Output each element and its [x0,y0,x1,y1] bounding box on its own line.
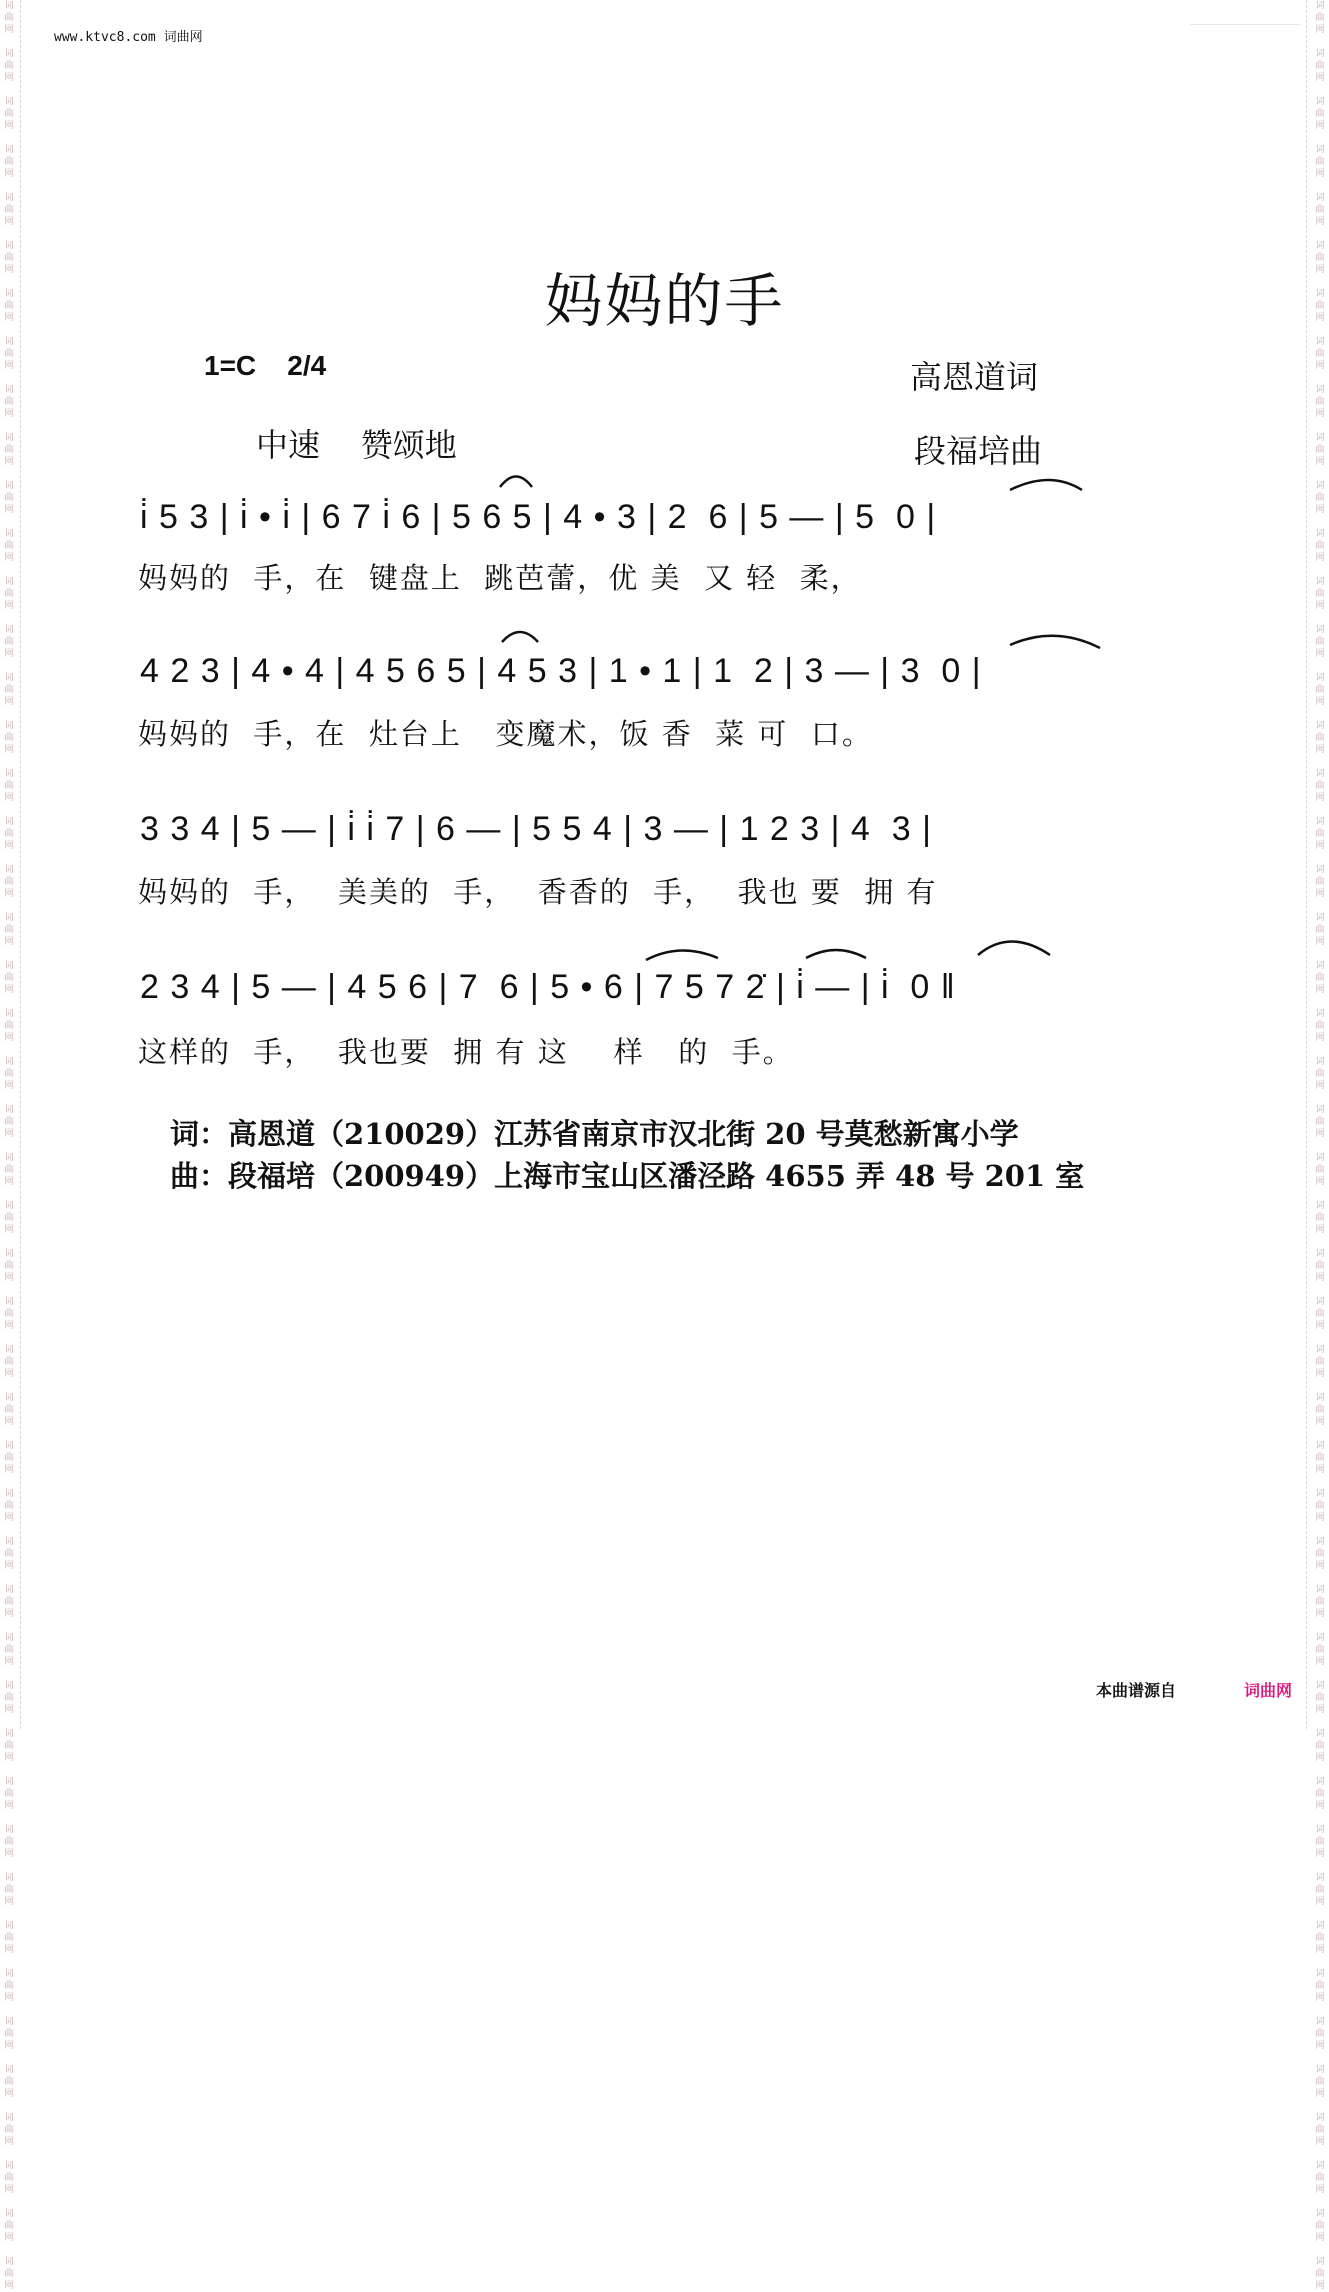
lyrics-line-1: 妈妈的 手，在 键盘上 跳芭蕾，优 美 又 轻 柔， [138,561,862,595]
notation-line-3: 3 3 4 | 5 — | i̇ i̇ 7 | 6 — | 5 5 4 | 3 — | 1 2 3 | 4 3 | [140,810,932,848]
footer-brand-link[interactable]: 词曲网 [1244,1681,1293,1700]
tempo-marking: 中速 [256,426,321,464]
notation-line-4: 2 3 4 | 5 — | 4 5 6 | 7 6 | 5 • 6 | 7 5 7 2̇ | i̇ — | i̇ 0 ‖ [140,968,956,1006]
site-name[interactable]: 词曲网 [163,30,203,45]
lyricist-credit: 高恩道词 [910,358,1039,396]
side-watermark-right: 词 曲 网 词 曲 网 词 曲 网 词 曲 网 词 曲 网 词 曲 网 词 曲 网 词 曲 网 词 曲 网 词 曲 网 词 曲 网 词 曲 网 词 曲 网 词 曲 网 词 曲 网 词 曲 网 词 曲 网 词 曲 网 词 曲 网 词 曲 网 词 曲 网 词 曲 网 词 曲 网 词 曲 网 词 曲 网 词 曲 网 词 曲 网 词 曲 网 词 曲 网 词 曲 网 词 曲 网 词 曲 网 词 曲 网 词 曲 网 词 曲 网 词 曲 网 词 曲 网 词 曲 网 词 曲 网 词 曲 网 词 曲 网 词 曲 网 词 曲 网 词 曲 网 词 曲 网 词 曲 网 词 曲 网 词 曲 网 [1315,1,1325,2291]
composer-address: 曲：段福培（200949）上海市宝山区潘泾路 4655 弄 48 号 201 室 [170,1159,1085,1193]
lyrics-line-3: 妈妈的 手， 美美的 手， 香香的 手， 我也 要 拥 有 [138,875,938,909]
site-url[interactable]: www.ktvc8.com [54,30,156,45]
lyrics-line-2: 妈妈的 手，在 灶台上 变魔术，饭 香 菜 可 口。 [138,717,873,751]
key-signature: 1=C [204,350,257,381]
composer-credit: 段福培曲 [914,432,1043,470]
expression-marking: 赞颂地 [360,426,457,464]
slur-arc [806,950,866,958]
slur-arc [1010,480,1082,490]
lyricist-address: 词：高恩道（210029）江苏省南京市汉北街 20 号莫愁新寓小学 [170,1117,1019,1151]
footer-source-label: 本曲谱源自 [1096,1681,1177,1700]
slur-arc [646,950,718,960]
slur-arc [500,477,532,488]
slur-arc [502,632,538,642]
side-watermark-left: 词 曲 网 词 曲 网 词 曲 网 词 曲 网 词 曲 网 词 曲 网 词 曲 网 词 曲 网 词 曲 网 词 曲 网 词 曲 网 词 曲 网 词 曲 网 词 曲 网 词 曲 网 词 曲 网 词 曲 网 词 曲 网 词 曲 网 词 曲 网 词 曲 网 词 曲 网 词 曲 网 词 曲 网 词 曲 网 词 曲 网 词 曲 网 词 曲 网 词 曲 网 词 曲 网 词 曲 网 词 曲 网 词 曲 网 词 曲 网 词 曲 网 词 曲 网 词 曲 网 词 曲 网 词 曲 网 词 曲 网 词 曲 网 词 曲 网 词 曲 网 词 曲 网 词 曲 网 词 曲 网 词 曲 网 词 曲 网 [4,1,14,2291]
notation-line-1: i̇ 5 3 | i̇ • i̇ | 6 7 i̇ 6 | 5 6 5 | 4 • 3 | 2 6 | 5 — | 5 0 | [140,498,937,536]
time-signature: 2/4 [287,350,327,381]
slur-arc [978,942,1050,956]
song-title: 妈妈的手 [544,267,785,335]
notation-line-2: 4 2 3 | 4 • 4 | 4 5 6 5 | 4 5 3 | 1 • 1 | 1 2 | 3 — | 3 0 | [140,652,982,690]
slur-arc [1010,636,1100,648]
lyrics-line-4: 这样的 手， 我也要 拥 有 这 样 的 手。 [138,1035,794,1069]
